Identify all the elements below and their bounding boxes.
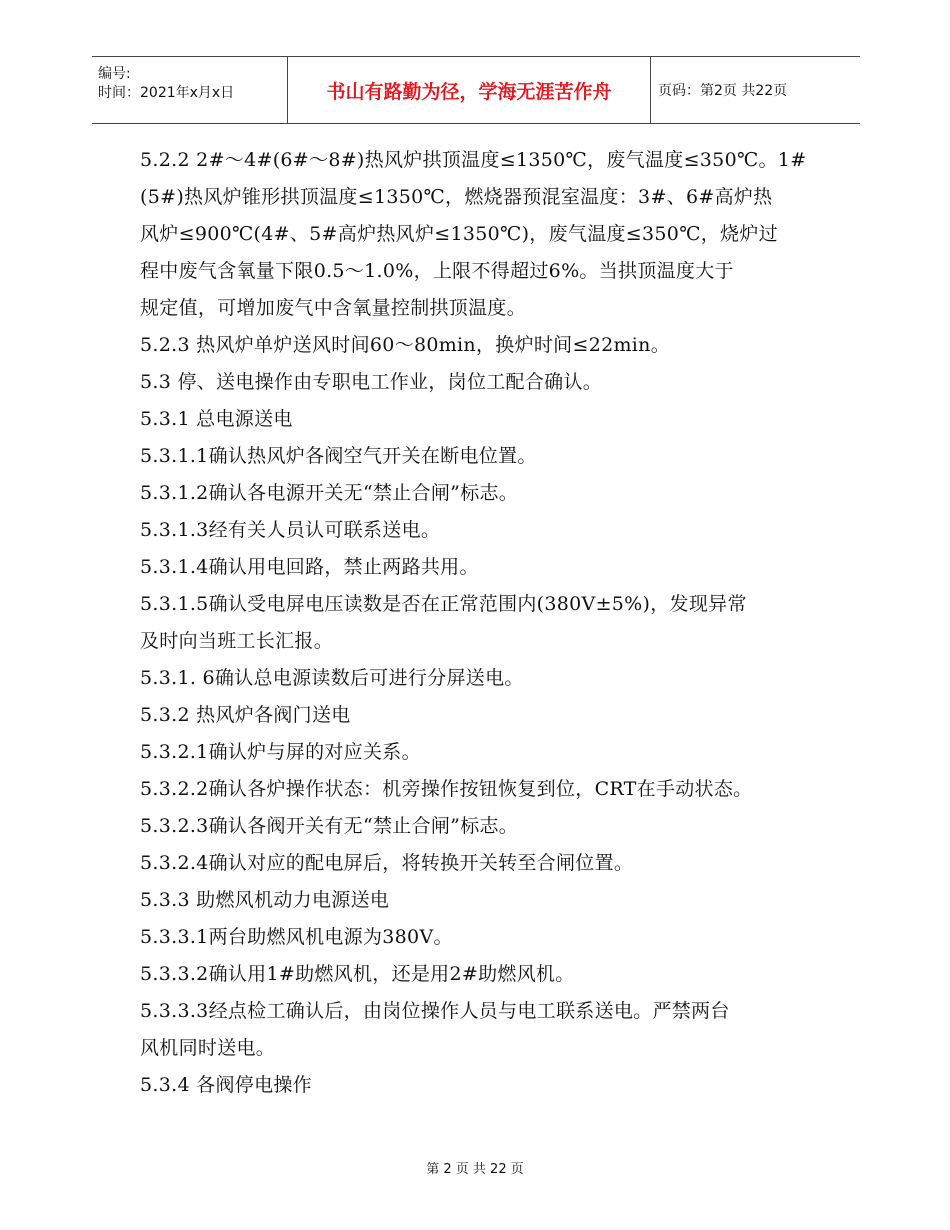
text-line: 及时向当班工长汇报。 xyxy=(140,630,334,652)
text-line: 规定值，可增加废气中含氧量控制拱顶温度。 xyxy=(140,297,527,319)
text-line: 风机同时送电。 xyxy=(140,1037,276,1059)
text-line: 5.3.1.1确认热风炉各阀空气开关在断电位置。 xyxy=(140,445,537,467)
text-line: 5.3.1. 6确认总电源读数后可进行分屏送电。 xyxy=(140,667,524,689)
text-line: 5.3.1.5确认受电屏电压读数是否在正常范围内(380V±5%)，发现异常 xyxy=(140,593,747,615)
time-label: 时间：2021年x月x日 xyxy=(98,85,235,101)
page-footer: 第 2 页 共 22 页 xyxy=(426,1162,524,1177)
text-line: 5.3.3.1两台助燃风机电源为380V。 xyxy=(140,926,453,948)
text-line: 5.3 停、送电操作由专职电工作业，岗位工配合确认。 xyxy=(140,371,603,393)
document-body xyxy=(140,142,820,1104)
text-line: (5#)热风炉锥形拱顶温度≤1350℃，燃烧器预混室温度：3#、6#高炉热 xyxy=(140,186,773,208)
text-line: 5.3.1.2确认各电源开关无“禁止合闸”标志。 xyxy=(140,482,519,504)
text-line: 5.3.2.4确认对应的配电屏后，将转换开关转至合闸位置。 xyxy=(140,852,634,874)
text-line: 5.3.2.3确认各阀开关有无“禁止合闸”标志。 xyxy=(140,815,519,837)
page-header xyxy=(92,56,860,124)
text-line: 5.3.1.4确认用电回路，禁止两路共用。 xyxy=(140,556,479,578)
text-line: 5.3.2 热风炉各阀门送电 xyxy=(140,704,351,726)
text-line: 5.3.1 总电源送电 xyxy=(140,408,293,430)
text-line: 5.3.3 助燃风机动力电源送电 xyxy=(140,889,390,911)
header-motto: 书山有路勤为径，学海无涯苦作舟 xyxy=(287,57,651,123)
text-line: 5.2.3 热风炉单炉送风时间60～80min，换炉时间≤22min。 xyxy=(140,334,670,356)
text-line: 5.3.2.1确认炉与屏的对应关系。 xyxy=(140,741,421,763)
number-label: 编号: xyxy=(98,66,131,82)
text-line: 风炉≤900℃(4#、5#高炉热风炉≤1350℃)，废气温度≤350℃，烧炉过 xyxy=(140,223,778,245)
text-line: 5.3.3.3经点检工确认后，由岗位操作人员与电工联系送电。严禁两台 xyxy=(140,1000,730,1022)
text-line: 5.3.2.2确认各炉操作状态：机旁操作按钮恢复到位，CRT在手动状态。 xyxy=(140,778,753,800)
text-line: 5.3.4 各阀停电操作 xyxy=(140,1074,312,1096)
header-page-info: 页码：第2页 共22页 xyxy=(658,83,788,99)
text-line: 5.3.3.2确认用1#助燃风机，还是用2#助燃风机。 xyxy=(140,963,575,985)
text-line: 5.2.2 2#～4#(6#～8#)热风炉拱顶温度≤1350℃，废气温度≤350℃。1# xyxy=(140,149,807,171)
text-line: 5.3.1.3经有关人员认可联系送电。 xyxy=(140,519,441,541)
text-line: 程中废气含氧量下限0.5～1.0%，上限不得超过6%。当拱顶温度大于 xyxy=(140,260,734,282)
header-meta xyxy=(92,57,287,123)
